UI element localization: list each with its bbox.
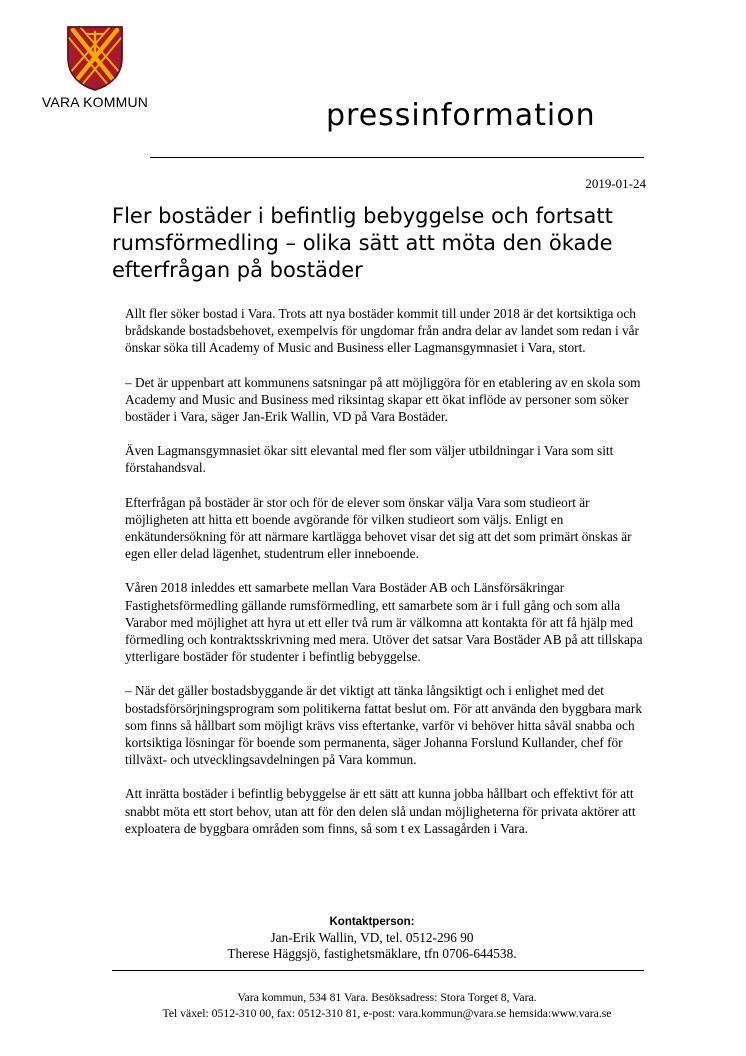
document-type: pressinformation <box>326 98 596 133</box>
footer <box>100 990 674 1022</box>
footer-address: Vara kommun, 534 81 Vara. Besöksadress: Stora Torget 8, Vara. <box>237 991 537 1004</box>
paragraph: – När det gäller bostadsbyggande är det viktigt att tänka långsiktigt och i enlighet med det bostadsförsörjningsprogram som politikerna fattat beslut om. För att använda den byggbara mark som finns så hållbart som möjligt krävs viss eftertanke, varför vi behöver hitta såväl snabba och kortsiktiga lösningar för boende som permanenta, säger Johanna Forslund Kullander, chef för tillväxt- och utvecklingsavdelningen på Vara kommun. <box>125 683 642 768</box>
contact-line: Therese Häggsjö, fastighetsmäklare, tfn 0706-644538. <box>227 946 517 961</box>
paragraph: Att inrätta bostäder i befintlig bebyggelse är ett sätt att kunna jobba hållbart och effektivt för att snabbt möta ett stort behov, utan att för den delen slå undan möjligheterna för privata aktörer att exploatera de byggbara områden som finns, så som t ex Lassagården i Vara. <box>125 786 636 836</box>
vara-kommun-logo <box>30 24 160 110</box>
paragraph: Allt fler söker bostad i Vara. Trots att nya bostäder kommit till under 2018 är det kortsiktiga och brådskande bostadsbehovet, exempelvis för ungdomar från andra delar av landet som redan i vår önskar söka till Academy of Music and Business eller Lagmansgymnasiet i Vara, stort. <box>125 306 639 356</box>
paragraph: – Det är uppenbart att kommunens satsningar på att möjliggöra för en etablering av en skola som Academy and Music and Business med riksintag skapar ett ökat inflöde av personer som söker bostäder i Vara, säger Jan-Erik Wallin, VD på Vara Bostäder. <box>125 374 641 425</box>
article-body <box>125 305 650 854</box>
footer-divider <box>112 970 644 971</box>
coat-of-arms-icon <box>65 24 125 92</box>
headline: Fler bostäder i befintlig bebyggelse och fortsatt rumsförmedling – olika sätt att möta den ökade efterfrågan på bostäder <box>112 204 613 282</box>
contact-heading: Kontaktperson: <box>329 916 415 928</box>
publication-date: 2019-01-24 <box>585 176 646 191</box>
footer-contact: Tel växel: 0512-310 00, fax: 0512-310 81, e-post: vara.kommun@vara.se hemsida:www.vara.se <box>162 1007 612 1020</box>
logo-text: VARA KOMMUN <box>41 94 149 110</box>
paragraph: Våren 2018 inleddes ett samarbete mellan Vara Bostäder AB och Länsförsäkringar Fastighetsförmedling gällande rumsförmedling, ett samarbete som är i full gång och som alla Varabor med möjlighet att hyra ut ett eller två rum är välkomna att kontakta för att få hjälp med förmedling och kontraktsskrivning med mera. Utöver det satsar Vara Bostäder AB på att tillskapa ytterligare bostäder för studenter i befintlig bebyggelse. <box>125 580 643 665</box>
paragraph: Efterfrågan på bostäder är stor och för de elever som önskar välja Vara som studieort är möjligheten att hitta ett boende avgörande för vilken studieort som väljs. Enligt en enkätundersökning för att närmare kartlägga behovet visar det sig att det som primärt önskas är egen eller delad lägenhet, studentrum eller inneboende. <box>125 494 632 562</box>
header-divider <box>150 157 644 158</box>
contact-block <box>150 914 594 962</box>
contact-line: Jan-Erik Wallin, VD, tel. 0512-296 90 <box>270 930 474 945</box>
paragraph: Även Lagmansgymnasiet ökar sitt elevantal med fler som väljer utbildningar i Vara som sitt förstahandsval. <box>125 443 614 476</box>
